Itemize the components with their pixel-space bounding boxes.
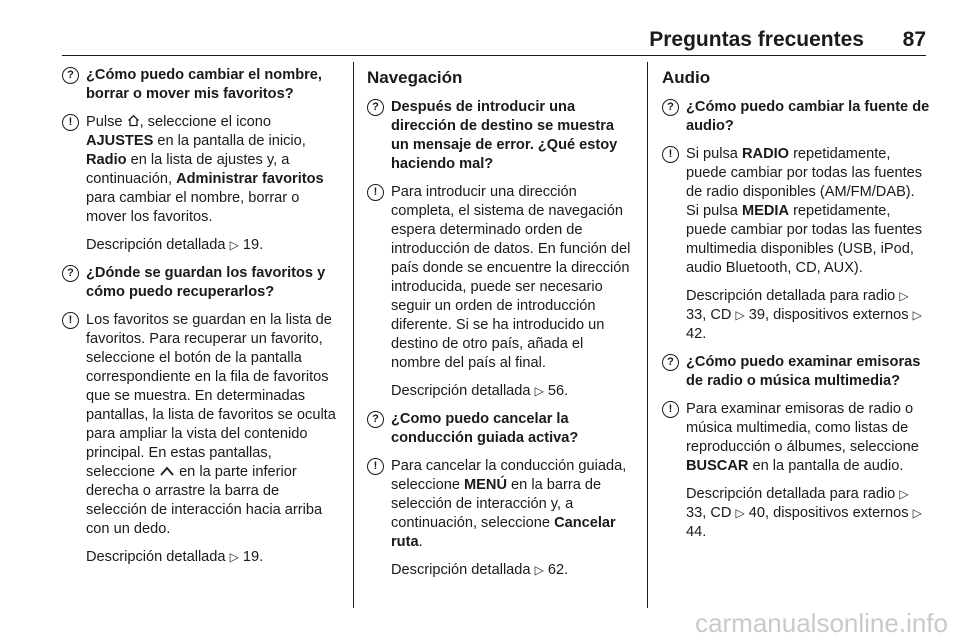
page-ref-icon: ▷ bbox=[912, 308, 922, 322]
question-item bbox=[662, 353, 930, 391]
page-ref-icon: ▷ bbox=[534, 563, 544, 577]
page-header bbox=[62, 28, 926, 56]
page-ref-icon: ▷ bbox=[899, 487, 909, 501]
page-ref-icon: ▷ bbox=[735, 308, 745, 322]
question-icon: ? bbox=[367, 411, 384, 428]
header-rule bbox=[62, 55, 926, 56]
home-icon bbox=[127, 114, 140, 127]
answer-icon: ! bbox=[367, 184, 384, 201]
page-ref-icon: ▷ bbox=[735, 506, 745, 520]
page-number: 87 bbox=[902, 28, 926, 51]
page-ref-icon: ▷ bbox=[534, 384, 544, 398]
answer-icon: ! bbox=[662, 146, 679, 163]
answer-text: para cambiar el nombre, borrar o mover los favoritos. bbox=[86, 190, 300, 225]
question-text: ¿Cómo puedo examinar emisoras de radio o música multimedia? bbox=[686, 354, 921, 389]
reference-label: Descripción detallada para radio bbox=[686, 486, 900, 502]
answer-item bbox=[662, 145, 930, 278]
answer-icon: ! bbox=[367, 458, 384, 475]
question-icon: ? bbox=[662, 354, 679, 371]
answer-text: Los favoritos se guardan en la lista de favoritos. Para recuperar un favorito, seleccione el botón de la pantalla correspondiente en la fila de favoritos que se muestra. En determinadas pantallas, la lista de favoritos se oculta para ampliar la vista del contenido principal. En estas pantallas, seleccione bbox=[86, 312, 336, 480]
answer-item bbox=[367, 457, 635, 552]
reference-line bbox=[662, 485, 930, 542]
answer-text: Para examinar emisoras de radio o música multimedia, como listas de reproducción o álbumes, seleccione bbox=[686, 401, 919, 455]
reference-line bbox=[62, 548, 340, 567]
section-heading: Audio bbox=[662, 68, 711, 87]
column-left bbox=[62, 66, 340, 576]
question-item bbox=[367, 410, 635, 448]
column-middle bbox=[367, 66, 635, 589]
page-ref-icon: ▷ bbox=[912, 506, 922, 520]
reference-label: Descripción detallada bbox=[391, 562, 535, 578]
question-text: ¿Cómo puedo cambiar el nombre, borrar o mover mis favoritos? bbox=[86, 67, 322, 102]
section-heading: Navegación bbox=[367, 68, 463, 87]
reference-line bbox=[367, 561, 635, 580]
reference-page: 39, dispositivos externos bbox=[744, 307, 913, 323]
answer-icon: ! bbox=[62, 312, 79, 329]
reference-page: 44. bbox=[686, 524, 707, 540]
answer-text: en la parte inferior derecha o arrastre la barra de selección de interacción hacia arriba con un dedo. bbox=[86, 464, 323, 537]
watermark: carmanualsonline.info bbox=[695, 608, 948, 638]
answer-text: repetidamente, puede cambiar por todas las fuentes de radio disponibles (AM/FM/DAB). Si pulsa bbox=[686, 146, 923, 219]
reference-label: Descripción detallada bbox=[86, 237, 230, 253]
answer-text: , seleccione el icono bbox=[139, 114, 271, 130]
question-text: ¿Cómo puedo cambiar la fuente de audio? bbox=[686, 99, 930, 134]
question-icon: ? bbox=[62, 67, 79, 84]
reference-page: 33, CD bbox=[686, 307, 736, 323]
question-text: Después de introducir una dirección de destino se muestra un mensaje de error. ¿Qué estoy haciendo mal? bbox=[391, 99, 618, 172]
reference-page: 42. bbox=[686, 326, 707, 342]
question-icon: ? bbox=[662, 99, 679, 116]
answer-text: en la pantalla de inicio, bbox=[153, 133, 306, 149]
question-item bbox=[662, 98, 930, 136]
answer-bold: Administrar favoritos bbox=[176, 171, 324, 187]
column-divider bbox=[353, 62, 354, 608]
answer-text: en la pantalla de audio. bbox=[748, 458, 904, 474]
reference-line bbox=[62, 236, 340, 255]
reference-label: Descripción detallada para radio bbox=[686, 288, 900, 304]
answer-item bbox=[62, 311, 340, 539]
answer-bold: MEDIA bbox=[741, 203, 790, 219]
page-ref-icon: ▷ bbox=[899, 289, 909, 303]
answer-icon: ! bbox=[662, 401, 679, 418]
page-title: Preguntas frecuentes bbox=[649, 28, 864, 51]
page-ref-icon: ▷ bbox=[229, 238, 239, 252]
answer-text: Pulse bbox=[86, 114, 127, 130]
answer-icon: ! bbox=[62, 114, 79, 131]
answer-item bbox=[367, 183, 635, 373]
page-ref-icon: ▷ bbox=[229, 550, 239, 564]
reference-label: Descripción detallada bbox=[391, 383, 535, 399]
question-icon: ? bbox=[367, 99, 384, 116]
question-text: ¿Como puedo cancelar la conducción guiada activa? bbox=[391, 411, 579, 446]
column-divider bbox=[647, 62, 648, 608]
reference-page: 56. bbox=[543, 383, 569, 399]
reference-page: 40, dispositivos externos bbox=[744, 505, 913, 521]
question-item bbox=[62, 66, 340, 104]
answer-text: Si pulsa bbox=[686, 146, 742, 162]
reference-page: 19. bbox=[238, 237, 264, 253]
reference-page: 19. bbox=[238, 549, 264, 565]
reference-line bbox=[662, 287, 930, 344]
reference-label: Descripción detallada bbox=[86, 549, 230, 565]
answer-text: Para cancelar la conducción guiada, seleccione bbox=[391, 458, 627, 493]
column-right bbox=[662, 66, 930, 551]
answer-text: . bbox=[418, 534, 423, 550]
answer-bold: Radio bbox=[86, 152, 127, 168]
reference-page: 33, CD bbox=[686, 505, 736, 521]
answer-bold: Cancelar ruta bbox=[391, 515, 616, 550]
answer-text: Para introducir una dirección completa, el sistema de navegación espera determinado orden de introducción de datos. En función del país donde se encuentre la dirección introducida, puede ser necesario seguir un orden de introducción diferente. Si se ha introducido un destino de otro país, añada el nombre del país al final. bbox=[391, 184, 631, 371]
question-item bbox=[367, 98, 635, 174]
reference-line bbox=[367, 382, 635, 401]
answer-item bbox=[662, 400, 930, 476]
question-item bbox=[62, 264, 340, 302]
answer-text: repetidamente, puede cambiar por todas las fuentes multimedia disponibles (USB, iPod, audio Bluetooth, CD, AUX). bbox=[686, 203, 923, 276]
answer-item bbox=[62, 113, 340, 227]
question-icon: ? bbox=[62, 265, 79, 282]
answer-bold: AJUSTES bbox=[86, 133, 154, 149]
chevron-up-icon bbox=[159, 465, 175, 477]
answer-text: en la lista de ajustes y, a continuación, bbox=[86, 152, 290, 187]
answer-bold: RADIO bbox=[741, 146, 790, 162]
reference-page: 62. bbox=[543, 562, 569, 578]
answer-bold: MENÚ bbox=[464, 477, 507, 493]
answer-bold: BUSCAR bbox=[686, 458, 749, 474]
question-text: ¿Dónde se guardan los favoritos y cómo puedo recuperarlos? bbox=[86, 265, 326, 300]
answer-text: en la barra de selección de interacción y, a continuación, seleccione bbox=[391, 477, 602, 531]
